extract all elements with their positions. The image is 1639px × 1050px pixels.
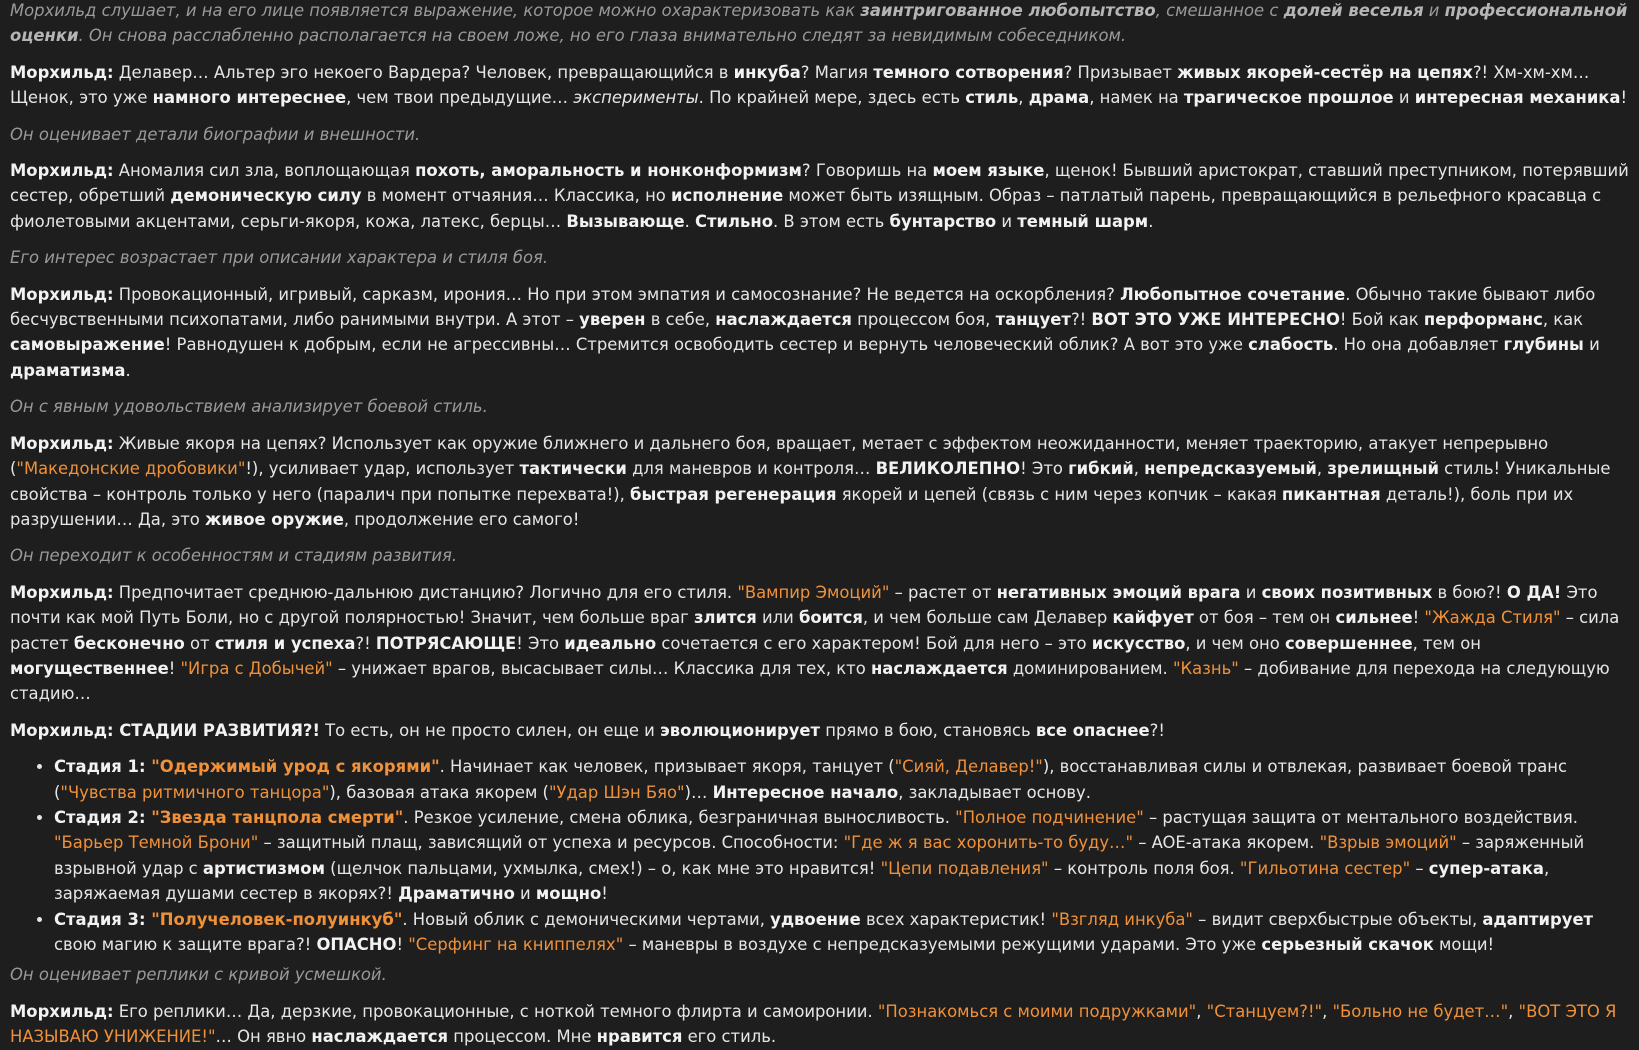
text-span: ! Бой как [1339, 310, 1424, 330]
text-span: ! [601, 884, 608, 904]
emphasis-text: тактически [519, 459, 627, 479]
narration-paragraph [10, 245, 1629, 270]
emphasis-text: Морхильд: [10, 161, 114, 181]
text-span: , заряжаемая душами сестер в якорях?! [54, 858, 1550, 904]
emphasis-text: Стадия 2: [54, 807, 152, 827]
text-span: прямо в бою, становясь [820, 720, 1036, 740]
speech-paragraph [10, 580, 1629, 707]
text-span: деталь!), боль при их разрушении… Да, это [10, 484, 1574, 529]
text-span: Он с явным удовольствием анализирует боевой стиль. [10, 397, 488, 417]
emphasis-text: живых якорей-сестёр на цепях [1177, 62, 1473, 82]
text-span: , и чем оно [1185, 633, 1285, 653]
emphasis-text: исполнение [671, 186, 784, 206]
text-span: (щелчок пальцами, ухмылка, смех!) – о, как мне это нравится! [324, 858, 881, 878]
text-span: . [684, 211, 696, 231]
quoted-name: "Македонские дробовики" [16, 459, 246, 479]
text-span: – заряженный взрывной удар с [54, 833, 1585, 878]
emphasis-text: нравится [596, 1027, 683, 1047]
text-span: – добивание для перехода на следующую стадию… [10, 658, 1610, 704]
text-span: ?! Хм-хм-хм… Щенок, это уже [10, 62, 1590, 108]
text-span: процессом боя, [851, 310, 996, 330]
quoted-name: "Познакомься с моими подружками" [877, 1001, 1197, 1021]
emphasis-text: Интересное начало [712, 782, 899, 802]
stage-item [54, 754, 1629, 805]
emphasis-text: Морхильд: СТАДИИ РАЗВИТИЯ?! [10, 720, 320, 740]
emphasis-text: быстрая регенерация [630, 484, 837, 504]
quoted-name: "Одержимый урод с якорями" [151, 757, 440, 777]
text-span: Аномалия сил зла, воплощающая [113, 161, 416, 181]
emphasis-text: бесконечно [73, 633, 185, 653]
text-span: и [996, 211, 1018, 231]
text-span: ?! [355, 633, 376, 653]
quoted-name: "Станцуем?!" [1206, 1001, 1323, 1021]
text-span: )… [684, 782, 713, 802]
emphasis-text: своих позитивных [1261, 582, 1433, 602]
text-span: и [1240, 582, 1262, 602]
text-span: , щенок! Бывший аристократ, ставший преступником, потерявший сестер, обретший [10, 161, 1629, 206]
quoted-name: "Цепи подавления" [880, 858, 1049, 878]
text-span: , как [1542, 310, 1584, 330]
text-span: ! Равнодушен к добрым, если не агрессивны… Стремится освободить сестер и вернуть человеческий облик? А вот это уже [164, 335, 1249, 355]
emphasis-text: серьезный скачок [1261, 935, 1434, 954]
emphasis-text: уверен [579, 310, 646, 330]
emphasis-text: Драматично [398, 884, 515, 904]
speech-paragraph [10, 282, 1629, 384]
emphasis-text: похоть, аморальность и нонконформизм [415, 161, 802, 181]
text-span: якорей и цепей (связь с ним через копчик – какая [836, 484, 1282, 504]
text-span: Делавер… Альтер эго некоего Вардера? Человек, превращающийся в [113, 62, 734, 82]
text-span: – сила растет [10, 608, 1620, 653]
emphasis-text: пикантная [1281, 484, 1381, 504]
quoted-name: "Взрыв эмоций" [1319, 833, 1457, 853]
text-span: его стиль. [682, 1027, 777, 1047]
text-span: !), усиливает удар, использует [245, 459, 520, 479]
quoted-name: "Взгляд инкуба" [1051, 909, 1193, 929]
emphasis-text: идеально [564, 633, 657, 653]
emphasis-text: непредсказуемый [1144, 459, 1317, 479]
text-span: – маневры в воздухе с непредсказуемыми режущими ударами. Это уже [623, 935, 1262, 954]
emphasis-text: глубины [1503, 335, 1584, 355]
emphasis-text: удвоение [770, 909, 861, 929]
speech-paragraph [10, 158, 1629, 234]
text-span: ? Говоришь на [801, 161, 933, 181]
text-span: , и чем больше сам Делавер [862, 608, 1113, 628]
emphasis-text: супер-атака [1428, 858, 1544, 878]
narration-paragraph [10, 122, 1629, 147]
quoted-name: "Казнь" [1172, 658, 1239, 678]
text-span: от боя – тем он [1193, 608, 1336, 628]
text-span: ? Магия [800, 62, 874, 82]
emphasis-text: танцует [995, 310, 1071, 330]
emphasis-text: боится [798, 608, 863, 628]
text-span: эксперименты [573, 88, 699, 108]
text-span: ?! [1149, 720, 1165, 740]
emphasis-text: Морхильд: [10, 62, 114, 82]
emphasis-text: Морхильд: [10, 433, 114, 453]
emphasis-text: долей веселья [1283, 1, 1424, 20]
text-span: свою магию к защите врага?! [54, 935, 317, 954]
text-span: , [1316, 459, 1328, 479]
text-span: . По крайней мере, здесь есть [698, 88, 966, 108]
emphasis-text: драма [1028, 88, 1090, 108]
text-span: стиль! Уникальные свойства – контроль только у него (паралич при попытке перехвата!), [10, 459, 1611, 504]
emphasis-text: ВОТ ЭТО УЖЕ ИНТЕРЕСНО [1091, 310, 1340, 330]
text-span: ! [168, 658, 181, 678]
text-span: сочетается с его характером! Бой для него – это [656, 633, 1092, 653]
emphasis-text: инкуба [733, 62, 801, 82]
narration-paragraph [10, 394, 1629, 419]
emphasis-text: Морхильд: [10, 582, 114, 602]
emphasis-text: слабость [1248, 335, 1334, 355]
emphasis-text: намного интереснее [152, 88, 347, 108]
speech-paragraph [10, 999, 1629, 1050]
emphasis-text: искусство [1091, 633, 1186, 653]
text-span: Морхильд слушает, и на его лице появляется выражение, которое можно охарактеризовать как [10, 1, 861, 20]
text-span: – [1410, 858, 1429, 878]
text-span: ), базовая атака якорем ( [329, 782, 549, 802]
speech-paragraph [10, 718, 1629, 743]
text-span: То есть, он не просто силен, он еще и [319, 720, 661, 740]
emphasis-text: негативных эмоций врага [996, 582, 1241, 602]
text-span: – унижает врагов, высасывает силы… Классика для тех, кто [332, 658, 871, 678]
quoted-name: "Барьер Темной Брони" [54, 833, 259, 853]
emphasis-text: гибкий [1068, 459, 1134, 479]
text-span: . Обычно такие бывают либо бесчувственными психопатами, либо ранимыми внутри. А этот – [10, 284, 1596, 330]
text-span: или [756, 608, 799, 628]
text-span: , чем твои предыдущие… [346, 88, 574, 108]
text-span: , намек на [1089, 88, 1184, 108]
text-span: и [1393, 88, 1415, 108]
emphasis-text: Морхильд: [10, 284, 114, 304]
speech-paragraph [10, 60, 1629, 111]
text-span: , продолжение его самого! [343, 509, 580, 529]
emphasis-text: ПОТРЯСАЮЩЕ [375, 633, 517, 653]
emphasis-text: трагическое прошлое [1183, 88, 1394, 108]
quoted-name: "Полное подчинение" [955, 807, 1144, 827]
text-span: Он оценивает реплики с кривой усмешкой. [10, 965, 387, 985]
emphasis-text: заинтригованное любопытство [860, 1, 1156, 20]
emphasis-text: сильнее [1335, 608, 1413, 628]
emphasis-text: злится [693, 608, 757, 628]
emphasis-text: адаптирует [1482, 909, 1594, 929]
narration-paragraph [10, 962, 1629, 987]
text-span: . В этом есть [773, 211, 890, 231]
emphasis-text: темный шарм [1017, 211, 1149, 231]
emphasis-text: наслаждается [311, 1027, 449, 1047]
text-span: ), восстанавливая силы и отвлекая, развивает боевой транс ( [54, 757, 1567, 802]
text-span: Его реплики… Да, дерзкие, провокационные, с ноткой темного флирта и самоиронии. [113, 1001, 878, 1021]
text-span: Живые якоря на цепях? Использует как оружие ближнего и дальнего боя, вращает, метает с эффектом неожиданности, меняет траекторию, атакует непрерывно ( [10, 433, 1549, 479]
stages-list [10, 754, 1629, 957]
text-span: от [184, 633, 215, 653]
text-span: в момент отчаяния… Классика, но [361, 186, 672, 206]
text-span: и [1423, 1, 1445, 20]
text-span: . Но она добавляет [1333, 335, 1504, 355]
quoted-name: "Удар Шэн Бяо" [548, 782, 685, 802]
emphasis-text: Стильно [695, 211, 773, 231]
emphasis-text: все опаснее [1035, 720, 1150, 740]
text-span: ! Это [1020, 459, 1069, 479]
text-span: для маневров и контроля… [626, 459, 876, 479]
text-span: Предпочитает среднюю-дальнюю дистанцию? Логично для его стиля. [113, 582, 738, 602]
emphasis-text: интересная механика [1414, 88, 1621, 108]
emphasis-text: Морхильд: [10, 1001, 114, 1021]
emphasis-text: профессиональной оценки [10, 1, 1628, 46]
emphasis-text: наслаждается [715, 310, 852, 330]
emphasis-text: драматизма [10, 360, 126, 380]
text-span: ! Это [516, 633, 565, 653]
emphasis-text: Любопытное сочетание [1120, 284, 1346, 304]
text-span: ! [396, 935, 409, 954]
emphasis-text: мощно [535, 884, 602, 904]
emphasis-text: стиля и успеха [214, 633, 356, 653]
emphasis-text: наслаждается [870, 658, 1008, 678]
text-span: – видит сверхбыстрые объекты, [1192, 909, 1483, 929]
text-span: … Он явно [215, 1027, 312, 1047]
quoted-name: "Сияй, Делавер!" [894, 757, 1043, 777]
text-span: ? Призывает [1063, 62, 1178, 82]
text-span: – контроль поля боя. [1048, 858, 1240, 878]
quoted-name: "Игра с Добычей" [180, 658, 333, 678]
text-span: , [1322, 1001, 1333, 1021]
emphasis-text: живое оружие [205, 509, 344, 529]
emphasis-text: ВЕЛИКОЛЕПНО [875, 459, 1021, 479]
text-span: . [1148, 211, 1154, 231]
text-span: . Новый облик с демоническими чертами, [402, 909, 771, 929]
text-span: , тем он [1412, 633, 1481, 653]
text-span: – растет от [889, 582, 997, 602]
emphasis-text: О ДА! [1506, 582, 1562, 602]
narration-paragraph [10, 0, 1629, 49]
text-span: в бою?! [1432, 582, 1507, 602]
emphasis-text: Стадия 1: [54, 757, 152, 777]
text-span: . Резкое усиление, смена облика, безграничная выносливость. [403, 807, 956, 827]
text-span: ! [1620, 88, 1628, 108]
emphasis-text: эволюционирует [660, 720, 821, 740]
emphasis-text: ОПАСНО [316, 935, 397, 954]
quoted-name: "Жажда Стиля" [1424, 608, 1561, 628]
text-span: процессом. Мне [448, 1027, 597, 1047]
text-span: , смешанное с [1155, 1, 1284, 20]
text-span: – защитный плащ, зависящий от успеха и ресурсов. Способности: [258, 833, 844, 853]
text-span: Это почти как мой Путь Боли, но с другой полярностью! Значит, чем больше враг [10, 582, 1598, 628]
quoted-name: "Где ж я вас хоронить-то буду…" [843, 833, 1133, 853]
narration-paragraph [10, 543, 1629, 568]
emphasis-text: могущественнее [10, 658, 169, 678]
emphasis-text: темного сотворения [873, 62, 1064, 82]
emphasis-text: артистизмом [202, 858, 325, 878]
text-span: , [1508, 1001, 1519, 1021]
text-span: мощи! [1433, 935, 1495, 954]
text-span: Он оценивает детали биографии и внешности. [10, 124, 421, 144]
text-span: Он переходит к особенностям и стадиям развития. [10, 546, 458, 566]
text-span: всех характеристик! [860, 909, 1052, 929]
emphasis-text: стиль [965, 88, 1019, 108]
text-span: , закладывает основу. [898, 782, 1091, 802]
emphasis-text: зрелищный [1327, 459, 1439, 479]
quoted-name: "Больно не будет…" [1332, 1001, 1509, 1021]
text-span: – растущая защита от ментального воздействия. [1143, 807, 1578, 827]
quoted-name: "Серфинг на книппелях" [408, 935, 624, 954]
text-span: ?! [1070, 310, 1092, 330]
emphasis-text: совершеннее [1284, 633, 1413, 653]
text-span: доминированием. [1007, 658, 1173, 678]
emphasis-text: самовыражение [10, 335, 165, 355]
quoted-name: "Чувства ритмичного танцора" [60, 782, 330, 802]
text-span: в себе, [645, 310, 716, 330]
text-span: может быть изящным. Образ – патлатый парень, превращающийся в рельефного красавца с фиолетовыми акцентами, серьги-якоря, кожа, латекс, берцы… [10, 186, 1602, 231]
text-span: . Он снова расслабленно располагается на своем ложе, но его глаза внимательно следят за невидимым собеседником. [78, 26, 1127, 46]
quoted-name: "Вампир Эмоций" [737, 582, 890, 602]
text-span: и [514, 884, 536, 904]
emphasis-text: демоническую силу [170, 186, 362, 206]
text-span: , [1133, 459, 1145, 479]
text-span: – AOE-атака якорем. [1132, 833, 1320, 853]
quoted-name: "Гильотина сестер" [1239, 858, 1411, 878]
emphasis-text: моем языке [932, 161, 1045, 181]
emphasis-text: кайфует [1112, 608, 1194, 628]
text-span: , [1196, 1001, 1207, 1021]
text-span: . [125, 360, 131, 380]
quoted-name: "Звезда танцпола смерти" [151, 807, 404, 827]
text-span: ! [1412, 608, 1425, 628]
text-span: , [1018, 88, 1029, 108]
quoted-name: "ВОТ ЭТО Я НАЗЫВАЮ УНИЖЕНИЕ!" [10, 1001, 1617, 1047]
stage-item [54, 907, 1629, 958]
text-span: Его интерес возрастает при описании характера и стиля боя. [10, 248, 549, 268]
stage-item [54, 805, 1629, 907]
text-span: и [1583, 335, 1600, 355]
emphasis-text: Вызывающе [566, 211, 685, 231]
emphasis-text: бунтарство [889, 211, 997, 231]
emphasis-text: перформанс [1423, 310, 1543, 330]
text-span: . Начинает как человек, призывает якоря, танцует ( [439, 757, 895, 777]
text-span: Провокационный, игривый, сарказм, ирония… Но при этом эмпатия и самосознание? Не ведется на оскорбления? [113, 284, 1121, 304]
speech-paragraph [10, 431, 1629, 533]
quoted-name: "Получеловек-полуинкуб" [151, 909, 403, 929]
emphasis-text: Стадия 3: [54, 909, 152, 929]
